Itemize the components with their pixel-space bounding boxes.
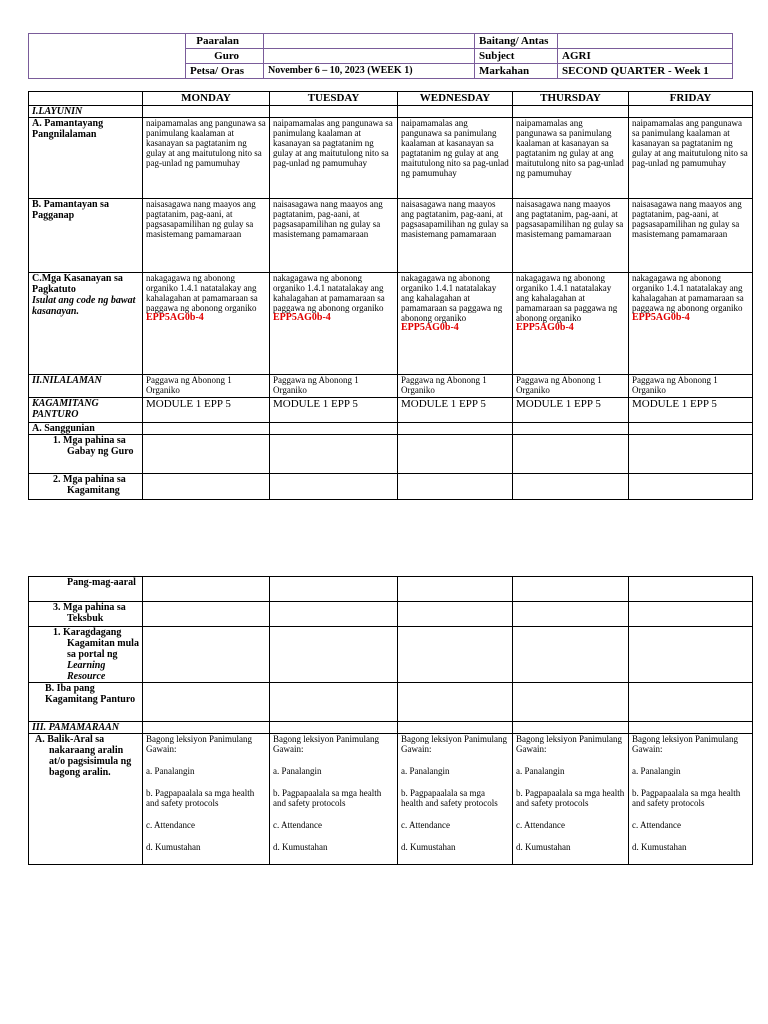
balik-item-a: a. Panalangin [146, 766, 195, 776]
baitang-label: Baitang/ Antas [475, 34, 558, 49]
row-label-iba-pang: B. Iba pang Kagamitang Panturo [29, 683, 143, 722]
module-tuesday: MODULE 1 EPP 5 [270, 398, 398, 423]
balik-item-c: c. Attendance [632, 820, 681, 830]
nilalaman-friday: Paggawa ng Abonong 1 Organiko [629, 375, 753, 398]
row-label-karagdagang [29, 627, 143, 683]
module-friday: MODULE 1 EPP 5 [629, 398, 753, 423]
guro-field[interactable] [264, 49, 475, 64]
nilalaman-wednesday: Paggawa ng Abonong 1 Organiko [398, 375, 513, 398]
baitang-field[interactable] [558, 34, 733, 49]
module-monday: MODULE 1 EPP 5 [143, 398, 270, 423]
balik-item-c: c. Attendance [146, 820, 195, 830]
competency-code: EPP5AG0b-4 [273, 312, 331, 323]
day-friday: FRIDAY [629, 92, 753, 106]
paaralan-field[interactable] [264, 34, 475, 49]
pagganap-tuesday: naisasagawa nang maayos ang pagtatanim, pag-aani, at pagsasapamilihan ng gulay sa masistemang pamamaraan [270, 199, 398, 273]
balik-aral-thursday [513, 734, 629, 865]
balik-item-a: a. Panalangin [401, 766, 450, 776]
petsa-value: November 6 – 10, 2023 (WEEK 1) [264, 64, 475, 79]
kasanayan-text: nakagagawa ng abonong organiko 1.4.1 natatalakay ang kahalagahan at pamamaraan sa paggawa ng abonong organiko [401, 273, 503, 323]
karagdagang-label: 1. Karagdagang Kagamitan mula sa portal ng [53, 627, 139, 660]
row-label-kasanayan [29, 273, 143, 375]
nilalaman-tuesday: Paggawa ng Abonong 1 Organiko [270, 375, 398, 398]
pamantayang-wednesday: naipamamalas ang pangunawa sa panimulang kaalaman at kasanayan sa pagtatanim ng gulay at ang maitutulong nito sa pag-unlad ng pamumuhay [398, 118, 513, 199]
balik-aral-monday [143, 734, 270, 865]
learning-resource-label: Learning Resource [67, 660, 106, 682]
header-blank-cell [29, 34, 186, 79]
balik-intro: Bagong leksiyon Panimulang Gawain: [273, 734, 379, 754]
section-nilalaman: II.NILALAMAN [29, 375, 143, 398]
kasanayan-friday [629, 273, 753, 375]
balik-item-d: d. Kumustahan [632, 842, 687, 852]
kasanayan-thursday [513, 273, 629, 375]
subject-value: AGRI [558, 49, 733, 64]
row-label-sanggunian: A. Sanggunian [29, 423, 143, 435]
kasanayan-text: nakagagawa ng abonong organiko 1.4.1 natatalakay ang kahalagahan at pamamaraan sa paggawa ng abonong organiko [516, 273, 618, 323]
header-table [28, 33, 733, 79]
pagganap-wednesday: naisasagawa nang maayos ang pagtatanim, pag-aani, at pagsasapamilihan ng gulay sa masistemang pamamaraan [398, 199, 513, 273]
row-label-balik-aral: A. Balik-Aral sa nakaraang aralin at/o pagsisimula ng bagong aralin. [29, 734, 143, 865]
petsa-label: Petsa/ Oras [186, 64, 264, 79]
balik-intro: Bagong leksiyon Panimulang Gawain: [401, 734, 507, 754]
kasanayan-wednesday [398, 273, 513, 375]
pamantayang-tuesday: naipamamalas ang pangunawa sa panimulang kaalaman at kasanayan sa pagtatanim ng gulay at ang maitutulong nito sa pag-unlad ng pamumuhay [270, 118, 398, 199]
lesson-log-table-2 [28, 576, 753, 865]
competency-code: EPP5AG0b-4 [516, 322, 574, 333]
pagganap-friday: naisasagawa nang maayos ang pagtatanim, pag-aani, at pagsasapamilihan ng gulay sa masistemang pamamaraan [629, 199, 753, 273]
nilalaman-monday: Paggawa ng Abonong 1 Organiko [143, 375, 270, 398]
corner-cell [29, 92, 143, 106]
balik-aral-tuesday [270, 734, 398, 865]
balik-item-d: d. Kumustahan [146, 842, 201, 852]
competency-code: EPP5AG0b-4 [632, 312, 690, 323]
row-label-pang-mag-aaral: Pang-mag-aaral [29, 577, 143, 602]
kasanayan-note: Isulat ang code ng bawat kasanayan. [32, 295, 136, 317]
row-label-pamantayang: A. Pamantayang Pangnilalaman [29, 118, 143, 199]
balik-intro: Bagong leksiyon Panimulang Gawain: [632, 734, 738, 754]
kasanayan-monday [143, 273, 270, 375]
markahan-value: SECOND QUARTER - Week 1 [558, 64, 733, 79]
balik-item-d: d. Kumustahan [516, 842, 571, 852]
module-wednesday: MODULE 1 EPP 5 [398, 398, 513, 423]
section-kagamitan: KAGAMITANG PANTURO [29, 398, 143, 423]
module-thursday: MODULE 1 EPP 5 [513, 398, 629, 423]
row-label-pagganap: B. Pamantayan sa Pagganap [29, 199, 143, 273]
balik-item-d: d. Kumustahan [401, 842, 456, 852]
balik-item-c: c. Attendance [401, 820, 450, 830]
balik-item-c: c. Attendance [273, 820, 322, 830]
kasanayan-tuesday [270, 273, 398, 375]
balik-item-c: c. Attendance [516, 820, 565, 830]
markahan-label: Markahan [475, 64, 558, 79]
balik-item-a: a. Panalangin [516, 766, 565, 776]
row-label-gabay: 1. Mga pahina sa Gabay ng Guro [29, 435, 143, 474]
pagganap-monday: naisasagawa nang maayos ang pagtatanim, pag-aani, at pagsasapamilihan ng gulay sa masistemang pamamaraan [143, 199, 270, 273]
subject-label: Subject [475, 49, 558, 64]
balik-item-b: b. Pagpapaalala sa mga health and safety protocols [146, 788, 255, 808]
day-thursday: THURSDAY [513, 92, 629, 106]
kasanayan-text: nakagagawa ng abonong organiko 1.4.1 natatalakay ang kahalagahan at pamamaraan sa paggawa ng abonong organiko [146, 273, 258, 313]
day-wednesday: WEDNESDAY [398, 92, 513, 106]
competency-code: EPP5AG0b-4 [146, 312, 204, 323]
nilalaman-thursday: Paggawa ng Abonong 1 Organiko [513, 375, 629, 398]
row-label-kagamitang: 2. Mga pahina sa Kagamitang [29, 474, 143, 500]
kasanayan-text: nakagagawa ng abonong organiko 1.4.1 natatalakay ang kahalagahan at pamamaraan sa paggawa ng abonong organiko [273, 273, 385, 313]
pamantayang-thursday: naipamamalas ang pangunawa sa panimulang kaalaman at kasanayan sa pagtatanim ng gulay at ang maitutulong nito sa pag-unlad ng pamumuhay [513, 118, 629, 199]
balik-item-b: b. Pagpapaalala sa mga health and safety protocols [516, 788, 625, 808]
section-pamamaraan: III. PAMAMARAAN [29, 722, 143, 734]
kasanayan-text: nakagagawa ng abonong organiko 1.4.1 natatalakay ang kahalagahan at pamamaraan sa paggawa ng abonong organiko [632, 273, 744, 313]
lesson-log-table-1 [28, 91, 753, 500]
balik-intro: Bagong leksiyon Panimulang Gawain: [516, 734, 622, 754]
guro-label: Guro [186, 49, 264, 64]
balik-aral-friday [629, 734, 753, 865]
balik-item-b: b. Pagpapaalala sa mga health and safety protocols [273, 788, 382, 808]
balik-aral-wednesday [398, 734, 513, 865]
balik-item-a: a. Panalangin [273, 766, 322, 776]
balik-item-d: d. Kumustahan [273, 842, 328, 852]
balik-item-b: b. Pagpapaalala sa mga health and safety protocols [632, 788, 741, 808]
day-monday: MONDAY [143, 92, 270, 106]
balik-item-b: b. Pagpapaalala sa mga health and safety protocols [401, 788, 498, 808]
row-label-teksbuk: 3. Mga pahina sa Teksbuk [29, 602, 143, 627]
pamantayang-monday: naipamamalas ang pangunawa sa panimulang kaalaman at kasanayan sa pagtatanim ng gulay at ang maitutulong nito sa pag-unlad ng pamumuhay [143, 118, 270, 199]
balik-intro: Bagong leksiyon Panimulang Gawain: [146, 734, 252, 754]
day-tuesday: TUESDAY [270, 92, 398, 106]
balik-item-a: a. Panalangin [632, 766, 681, 776]
kasanayan-label: C.Mga Kasanayan sa Pagkatuto [32, 273, 123, 295]
pagganap-thursday: naisasagawa nang maayos ang pagtatanim, pag-aani, at pagsasapamilihan ng gulay sa masistemang pamamaraan [513, 199, 629, 273]
pamantayang-friday: naipamamalas ang pangunawa sa panimulang kaalaman at kasanayan sa pagtatanim ng gulay at ang maitutulong nito sa pag-unlad ng pamumuhay [629, 118, 753, 199]
paaralan-label: Paaralan [186, 34, 264, 49]
competency-code: EPP5AG0b-4 [401, 322, 459, 333]
section-layunin: I.LAYUNIN [29, 106, 143, 118]
